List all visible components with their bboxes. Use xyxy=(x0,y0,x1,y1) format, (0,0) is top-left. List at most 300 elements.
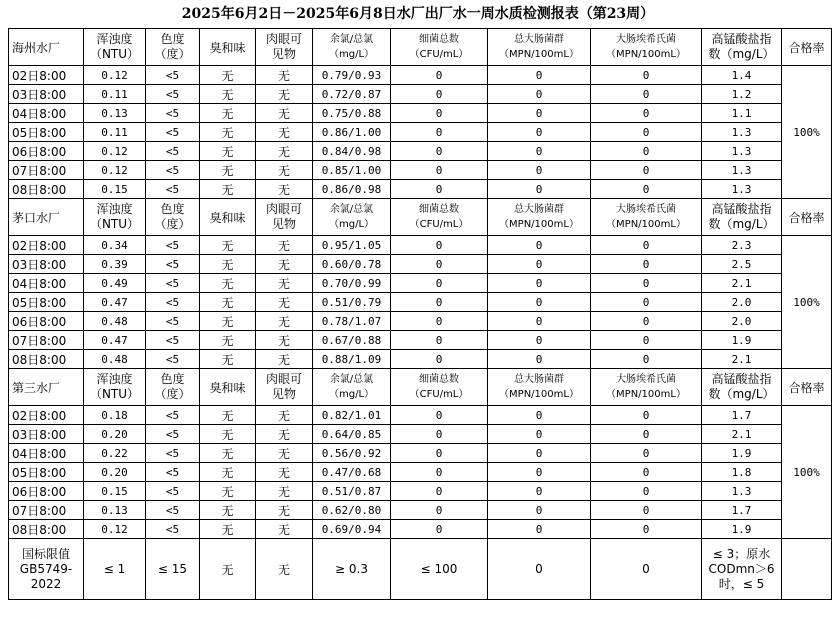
cell-color: <5 xyxy=(146,161,200,180)
cell-turbidity: 0.47 xyxy=(84,331,146,350)
cell-odor: 无 xyxy=(200,104,256,123)
cell-color: <5 xyxy=(146,406,200,425)
col-header-visible xyxy=(256,199,313,236)
cell-bacteria: 0 xyxy=(391,66,488,85)
header-line: （MPN/100mL） xyxy=(606,389,686,400)
header-line: （NTU） xyxy=(89,387,140,401)
header-line: （NTU） xyxy=(89,47,140,61)
cell-chlorine: 0.86/1.00 xyxy=(313,123,391,142)
cell-bacteria: 0 xyxy=(391,463,488,482)
cell-permanganate: 1.7 xyxy=(702,406,782,425)
cell-coliform: 0 xyxy=(488,331,591,350)
header-line: 肉眼可 xyxy=(265,32,302,46)
cell-visible: 无 xyxy=(256,161,313,180)
table-row xyxy=(9,501,832,520)
col-header-turbidity xyxy=(84,369,146,406)
cell-chlorine: 0.95/1.05 xyxy=(313,236,391,255)
table-row xyxy=(9,482,832,501)
cell-odor: 无 xyxy=(200,255,256,274)
limit-coliform: 0 xyxy=(488,539,591,600)
cell-chlorine: 0.75/0.88 xyxy=(313,104,391,123)
cell-turbidity: 0.13 xyxy=(84,501,146,520)
table-row xyxy=(9,350,832,369)
cell-turbidity: 0.15 xyxy=(84,180,146,199)
cell-coliform: 0 xyxy=(488,123,591,142)
row-time: 06日8:00 xyxy=(9,312,84,331)
cell-turbidity: 0.34 xyxy=(84,236,146,255)
plant-header-row xyxy=(9,369,832,406)
cell-turbidity: 0.48 xyxy=(84,312,146,331)
col-header-color xyxy=(146,369,200,406)
col-header-permanganate xyxy=(702,369,782,406)
cell-odor: 无 xyxy=(200,66,256,85)
header-line: （MPN/100mL） xyxy=(499,219,579,230)
row-time: 02日8:00 xyxy=(9,236,84,255)
col-header-pass-rate: 合格率 xyxy=(782,199,832,236)
cell-chlorine: 0.69/0.94 xyxy=(313,520,391,539)
row-time: 03日8:00 xyxy=(9,85,84,104)
cell-permanganate: 2.1 xyxy=(702,425,782,444)
cell-turbidity: 0.12 xyxy=(84,142,146,161)
cell-visible: 无 xyxy=(256,123,313,142)
cell-odor: 无 xyxy=(200,274,256,293)
cell-bacteria: 0 xyxy=(391,444,488,463)
cell-odor: 无 xyxy=(200,482,256,501)
cell-bacteria: 0 xyxy=(391,520,488,539)
cell-coliform: 0 xyxy=(488,482,591,501)
cell-odor: 无 xyxy=(200,236,256,255)
cell-coliform: 0 xyxy=(488,85,591,104)
table-row xyxy=(9,180,832,199)
col-header-pass-rate: 合格率 xyxy=(782,29,832,66)
table-row xyxy=(9,142,832,161)
header-line: 浑浊度 xyxy=(96,372,133,386)
cell-color: <5 xyxy=(146,501,200,520)
cell-color: <5 xyxy=(146,520,200,539)
cell-turbidity: 0.11 xyxy=(84,85,146,104)
limit-bacteria: ≤ 100 xyxy=(391,539,488,600)
header-line: （MPN/100mL） xyxy=(606,219,686,230)
header-line: 细菌总数 xyxy=(419,374,459,385)
cell-coliform: 0 xyxy=(488,520,591,539)
col-header-coliform xyxy=(488,199,591,236)
cell-ecoli: 0 xyxy=(591,66,702,85)
cell-coliform: 0 xyxy=(488,161,591,180)
table-row xyxy=(9,463,832,482)
cell-bacteria: 0 xyxy=(391,123,488,142)
cell-bacteria: 0 xyxy=(391,236,488,255)
cell-ecoli: 0 xyxy=(591,274,702,293)
cell-ecoli: 0 xyxy=(591,482,702,501)
cell-chlorine: 0.56/0.92 xyxy=(313,444,391,463)
cell-permanganate: 2.1 xyxy=(702,274,782,293)
cell-color: <5 xyxy=(146,104,200,123)
row-time: 07日8:00 xyxy=(9,331,84,350)
cell-ecoli: 0 xyxy=(591,520,702,539)
header-line: 高锰酸盐指 xyxy=(711,372,772,386)
header-line: （MPN/100mL） xyxy=(606,49,686,60)
row-time: 07日8:00 xyxy=(9,161,84,180)
header-line: 总大肠菌群 xyxy=(514,374,564,385)
cell-color: <5 xyxy=(146,444,200,463)
cell-bacteria: 0 xyxy=(391,350,488,369)
header-line: 总大肠菌群 xyxy=(514,34,564,45)
cell-chlorine: 0.67/0.88 xyxy=(313,331,391,350)
cell-bacteria: 0 xyxy=(391,85,488,104)
cell-odor: 无 xyxy=(200,161,256,180)
cell-visible: 无 xyxy=(256,180,313,199)
cell-visible: 无 xyxy=(256,444,313,463)
col-header-odor: 臭和味 xyxy=(200,29,256,66)
cell-ecoli: 0 xyxy=(591,406,702,425)
cell-color: <5 xyxy=(146,331,200,350)
cell-coliform: 0 xyxy=(488,180,591,199)
limit-turbidity: ≤ 1 xyxy=(84,539,146,600)
report-title: 2025年6月2日－2025年6月8日水厂出厂水一周水质检测报表（第23周） xyxy=(181,6,655,22)
cell-ecoli: 0 xyxy=(591,104,702,123)
cell-color: <5 xyxy=(146,85,200,104)
cell-coliform: 0 xyxy=(488,104,591,123)
table-body xyxy=(9,29,832,600)
cell-ecoli: 0 xyxy=(591,293,702,312)
cell-ecoli: 0 xyxy=(591,255,702,274)
col-header-visible xyxy=(256,369,313,406)
cell-permanganate: 1.9 xyxy=(702,520,782,539)
cell-coliform: 0 xyxy=(488,293,591,312)
cell-odor: 无 xyxy=(200,350,256,369)
header-line: 色度 xyxy=(160,372,185,386)
col-header-odor: 臭和味 xyxy=(200,369,256,406)
table-row xyxy=(9,520,832,539)
row-time: 04日8:00 xyxy=(9,444,84,463)
cell-visible: 无 xyxy=(256,66,313,85)
header-line: 数（mg/L） xyxy=(708,387,775,401)
cell-visible: 无 xyxy=(256,482,313,501)
cell-chlorine: 0.70/0.99 xyxy=(313,274,391,293)
row-time: 05日8:00 xyxy=(9,293,84,312)
cell-ecoli: 0 xyxy=(591,444,702,463)
cell-permanganate: 1.3 xyxy=(702,142,782,161)
cell-permanganate: 2.0 xyxy=(702,293,782,312)
table-row xyxy=(9,236,832,255)
limit-permanganate: ≤ 3；原水CODmn＞6时，≤ 5 xyxy=(702,539,782,600)
row-time: 06日8:00 xyxy=(9,142,84,161)
cell-ecoli: 0 xyxy=(591,425,702,444)
cell-ecoli: 0 xyxy=(591,180,702,199)
cell-coliform: 0 xyxy=(488,444,591,463)
cell-visible: 无 xyxy=(256,501,313,520)
cell-turbidity: 0.49 xyxy=(84,274,146,293)
header-line: 余氯/总氯 xyxy=(329,374,374,385)
col-header-ecoli xyxy=(591,29,702,66)
row-time: 03日8:00 xyxy=(9,255,84,274)
cell-turbidity: 0.12 xyxy=(84,520,146,539)
table-row xyxy=(9,123,832,142)
header-line: 大肠埃希氏菌 xyxy=(616,34,676,45)
cell-visible: 无 xyxy=(256,350,313,369)
header-line: 细菌总数 xyxy=(419,204,459,215)
cell-bacteria: 0 xyxy=(391,482,488,501)
col-header-color xyxy=(146,29,200,66)
col-header-permanganate xyxy=(702,199,782,236)
col-header-turbidity xyxy=(84,29,146,66)
pass-rate: 100% xyxy=(782,66,832,199)
cell-odor: 无 xyxy=(200,406,256,425)
col-header-permanganate xyxy=(702,29,782,66)
col-header-ecoli xyxy=(591,369,702,406)
header-line: 见物 xyxy=(271,217,296,231)
cell-ecoli: 0 xyxy=(591,142,702,161)
cell-permanganate: 1.3 xyxy=(702,180,782,199)
header-line: （mg/L） xyxy=(328,219,375,230)
cell-coliform: 0 xyxy=(488,501,591,520)
header-line: 浑浊度 xyxy=(96,202,133,216)
cell-bacteria: 0 xyxy=(391,104,488,123)
cell-visible: 无 xyxy=(256,274,313,293)
cell-turbidity: 0.13 xyxy=(84,104,146,123)
limits-row xyxy=(9,539,832,600)
limit-pass-rate xyxy=(782,539,832,600)
cell-bacteria: 0 xyxy=(391,180,488,199)
cell-permanganate: 2.1 xyxy=(702,350,782,369)
table-row xyxy=(9,425,832,444)
cell-permanganate: 2.5 xyxy=(702,255,782,274)
cell-chlorine: 0.79/0.93 xyxy=(313,66,391,85)
header-line: 色度 xyxy=(160,202,185,216)
cell-turbidity: 0.39 xyxy=(84,255,146,274)
col-header-visible xyxy=(256,29,313,66)
col-header-coliform xyxy=(488,29,591,66)
cell-permanganate: 1.2 xyxy=(702,85,782,104)
cell-chlorine: 0.85/1.00 xyxy=(313,161,391,180)
cell-bacteria: 0 xyxy=(391,255,488,274)
cell-permanganate: 1.1 xyxy=(702,104,782,123)
table-row xyxy=(9,66,832,85)
header-line: 总大肠菌群 xyxy=(514,204,564,215)
cell-color: <5 xyxy=(146,66,200,85)
limit-visible: 无 xyxy=(256,539,313,600)
header-line: 浑浊度 xyxy=(96,32,133,46)
cell-visible: 无 xyxy=(256,236,313,255)
cell-visible: 无 xyxy=(256,425,313,444)
row-time: 03日8:00 xyxy=(9,425,84,444)
header-line: （CFU/mL） xyxy=(409,389,469,400)
cell-turbidity: 0.18 xyxy=(84,406,146,425)
cell-coliform: 0 xyxy=(488,255,591,274)
cell-odor: 无 xyxy=(200,293,256,312)
header-line: 大肠埃希氏菌 xyxy=(616,374,676,385)
water-quality-table xyxy=(8,28,832,600)
header-line: （度） xyxy=(154,217,191,231)
cell-ecoli: 0 xyxy=(591,501,702,520)
col-header-chlorine xyxy=(313,29,391,66)
limits-label: 国标限值GB5749-2022 xyxy=(9,539,84,600)
cell-chlorine: 0.51/0.87 xyxy=(313,482,391,501)
cell-coliform: 0 xyxy=(488,350,591,369)
header-line: （NTU） xyxy=(89,217,140,231)
cell-permanganate: 1.9 xyxy=(702,444,782,463)
cell-bacteria: 0 xyxy=(391,274,488,293)
cell-color: <5 xyxy=(146,255,200,274)
table-row xyxy=(9,104,832,123)
table-row xyxy=(9,85,832,104)
col-header-chlorine xyxy=(313,369,391,406)
header-line: 余氯/总氯 xyxy=(329,204,374,215)
limit-odor: 无 xyxy=(200,539,256,600)
cell-odor: 无 xyxy=(200,463,256,482)
cell-odor: 无 xyxy=(200,520,256,539)
cell-color: <5 xyxy=(146,350,200,369)
cell-visible: 无 xyxy=(256,406,313,425)
cell-permanganate: 1.7 xyxy=(702,501,782,520)
cell-color: <5 xyxy=(146,293,200,312)
col-header-color xyxy=(146,199,200,236)
cell-permanganate: 2.0 xyxy=(702,312,782,331)
table-row xyxy=(9,274,832,293)
cell-turbidity: 0.15 xyxy=(84,482,146,501)
header-line: （MPN/100mL） xyxy=(499,49,579,60)
cell-color: <5 xyxy=(146,123,200,142)
cell-odor: 无 xyxy=(200,444,256,463)
cell-turbidity: 0.48 xyxy=(84,350,146,369)
header-line: 肉眼可 xyxy=(265,372,302,386)
cell-odor: 无 xyxy=(200,123,256,142)
cell-permanganate: 1.9 xyxy=(702,331,782,350)
row-time: 06日8:00 xyxy=(9,482,84,501)
cell-color: <5 xyxy=(146,463,200,482)
col-header-pass-rate: 合格率 xyxy=(782,369,832,406)
col-header-odor: 臭和味 xyxy=(200,199,256,236)
cell-turbidity: 0.20 xyxy=(84,463,146,482)
cell-chlorine: 0.62/0.80 xyxy=(313,501,391,520)
header-line: 高锰酸盐指 xyxy=(711,202,772,216)
plant-name: 茅口水厂 xyxy=(9,199,84,236)
row-time: 02日8:00 xyxy=(9,66,84,85)
cell-visible: 无 xyxy=(256,293,313,312)
cell-coliform: 0 xyxy=(488,142,591,161)
cell-visible: 无 xyxy=(256,312,313,331)
cell-ecoli: 0 xyxy=(591,331,702,350)
cell-turbidity: 0.11 xyxy=(84,123,146,142)
header-line: 见物 xyxy=(271,387,296,401)
cell-coliform: 0 xyxy=(488,425,591,444)
cell-coliform: 0 xyxy=(488,463,591,482)
table-row xyxy=(9,293,832,312)
cell-odor: 无 xyxy=(200,312,256,331)
cell-permanganate: 1.8 xyxy=(702,463,782,482)
header-line: （度） xyxy=(154,47,191,61)
cell-color: <5 xyxy=(146,425,200,444)
plant-header-row xyxy=(9,29,832,66)
cell-bacteria: 0 xyxy=(391,142,488,161)
row-time: 08日8:00 xyxy=(9,350,84,369)
header-line: （CFU/mL） xyxy=(409,219,469,230)
header-line: 色度 xyxy=(160,32,185,46)
cell-ecoli: 0 xyxy=(591,85,702,104)
limit-color: ≤ 15 xyxy=(146,539,200,600)
cell-ecoli: 0 xyxy=(591,350,702,369)
header-line: 细菌总数 xyxy=(419,34,459,45)
cell-bacteria: 0 xyxy=(391,406,488,425)
table-row xyxy=(9,444,832,463)
cell-chlorine: 0.60/0.78 xyxy=(313,255,391,274)
cell-odor: 无 xyxy=(200,425,256,444)
table-row xyxy=(9,255,832,274)
cell-coliform: 0 xyxy=(488,406,591,425)
cell-bacteria: 0 xyxy=(391,161,488,180)
row-time: 05日8:00 xyxy=(9,123,84,142)
row-time: 07日8:00 xyxy=(9,501,84,520)
cell-odor: 无 xyxy=(200,142,256,161)
col-header-bacteria xyxy=(391,199,488,236)
plant-name: 海州水厂 xyxy=(9,29,84,66)
header-line: （度） xyxy=(154,387,191,401)
cell-coliform: 0 xyxy=(488,274,591,293)
table-row xyxy=(9,331,832,350)
cell-turbidity: 0.20 xyxy=(84,425,146,444)
row-time: 02日8:00 xyxy=(9,406,84,425)
row-time: 04日8:00 xyxy=(9,274,84,293)
cell-odor: 无 xyxy=(200,85,256,104)
cell-bacteria: 0 xyxy=(391,501,488,520)
cell-visible: 无 xyxy=(256,520,313,539)
cell-chlorine: 0.88/1.09 xyxy=(313,350,391,369)
cell-color: <5 xyxy=(146,180,200,199)
header-line: 数（mg/L） xyxy=(708,217,775,231)
row-time: 05日8:00 xyxy=(9,463,84,482)
cell-bacteria: 0 xyxy=(391,425,488,444)
cell-chlorine: 0.64/0.85 xyxy=(313,425,391,444)
cell-visible: 无 xyxy=(256,463,313,482)
cell-color: <5 xyxy=(146,274,200,293)
cell-chlorine: 0.47/0.68 xyxy=(313,463,391,482)
col-header-chlorine xyxy=(313,199,391,236)
cell-bacteria: 0 xyxy=(391,312,488,331)
header-line: （MPN/100mL） xyxy=(499,389,579,400)
cell-turbidity: 0.12 xyxy=(84,161,146,180)
cell-permanganate: 1.4 xyxy=(702,66,782,85)
cell-visible: 无 xyxy=(256,331,313,350)
cell-visible: 无 xyxy=(256,85,313,104)
row-time: 08日8:00 xyxy=(9,180,84,199)
header-line: 肉眼可 xyxy=(265,202,302,216)
cell-permanganate: 1.3 xyxy=(702,123,782,142)
cell-coliform: 0 xyxy=(488,66,591,85)
table-row xyxy=(9,406,832,425)
cell-chlorine: 0.51/0.79 xyxy=(313,293,391,312)
header-line: 余氯/总氯 xyxy=(329,34,374,45)
cell-visible: 无 xyxy=(256,104,313,123)
header-line: （mg/L） xyxy=(328,389,375,400)
cell-chlorine: 0.84/0.98 xyxy=(313,142,391,161)
row-time: 08日8:00 xyxy=(9,520,84,539)
table-row xyxy=(9,312,832,331)
limit-chlorine: ≥ 0.3 xyxy=(313,539,391,600)
cell-ecoli: 0 xyxy=(591,161,702,180)
header-line: 高锰酸盐指 xyxy=(711,32,772,46)
cell-turbidity: 0.12 xyxy=(84,66,146,85)
col-header-coliform xyxy=(488,369,591,406)
cell-color: <5 xyxy=(146,142,200,161)
cell-bacteria: 0 xyxy=(391,293,488,312)
plant-header-row xyxy=(9,199,832,236)
cell-color: <5 xyxy=(146,236,200,255)
cell-turbidity: 0.47 xyxy=(84,293,146,312)
limit-ecoli: 0 xyxy=(591,539,702,600)
header-line: 见物 xyxy=(271,47,296,61)
cell-color: <5 xyxy=(146,312,200,331)
header-line: （CFU/mL） xyxy=(409,49,469,60)
